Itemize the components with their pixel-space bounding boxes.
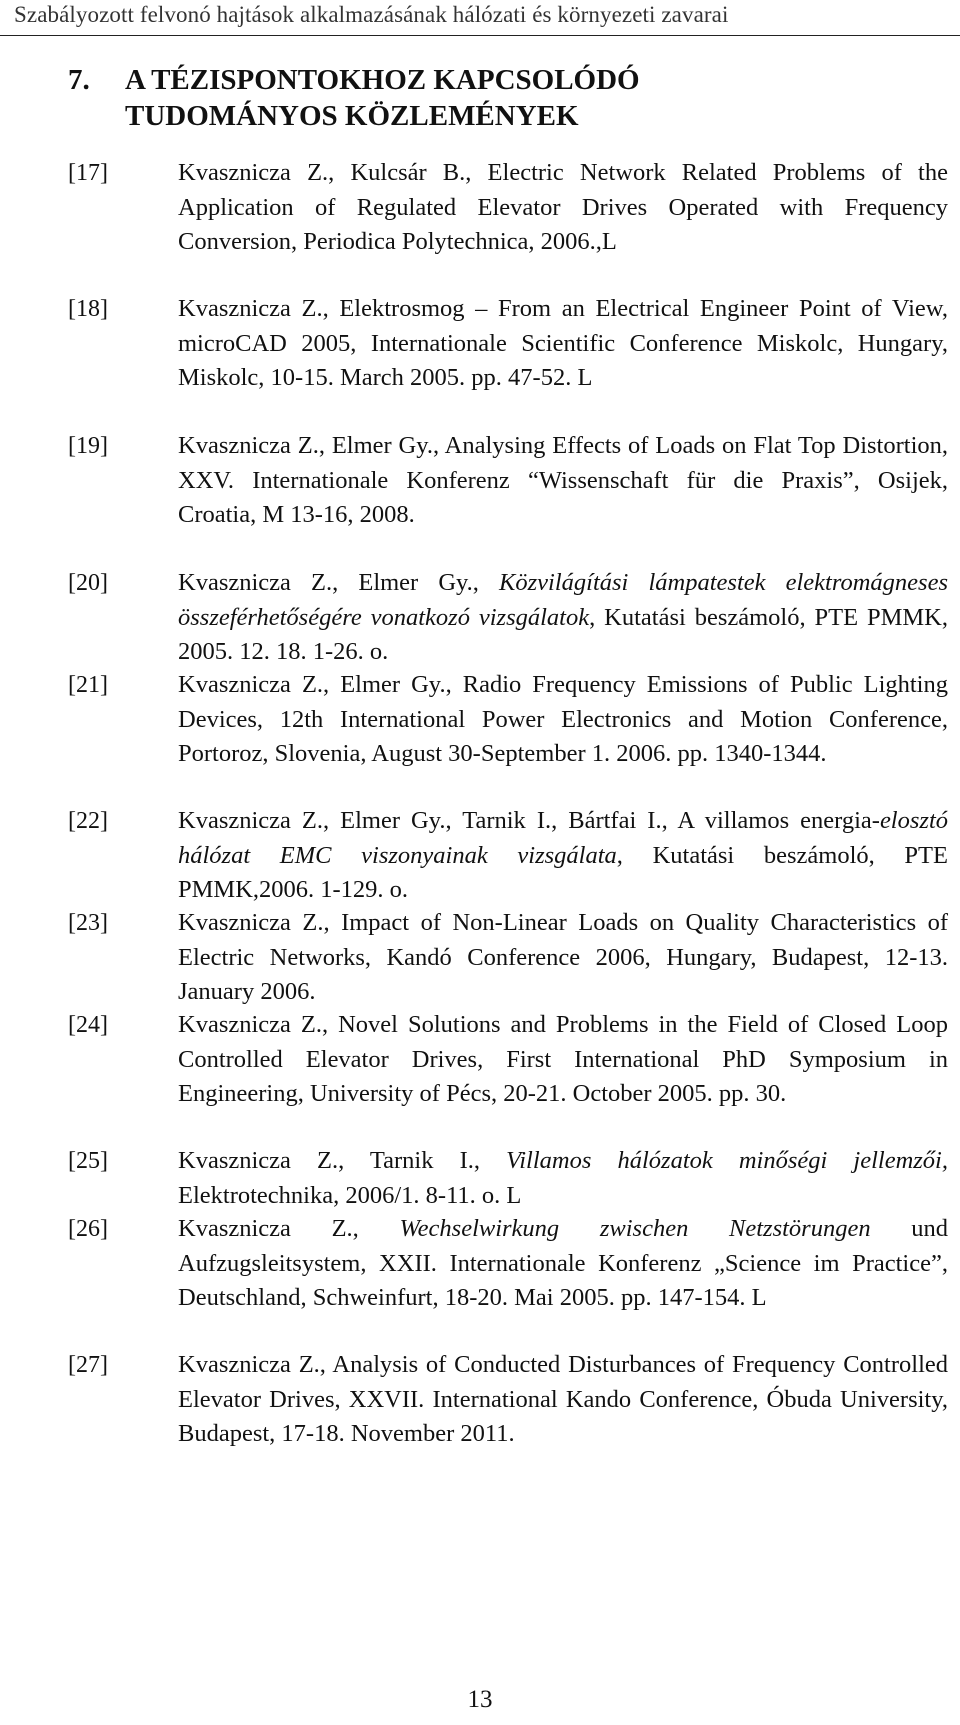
section-title-line-2: TUDOMÁNYOS KÖZLEMÉNYEK bbox=[125, 100, 579, 132]
reference-text bbox=[178, 804, 948, 908]
reference-text-segment: Kvasznicza Z., Novel Solutions and Problems in the Field of Closed Loop Controlled Elevator Drives, First International PhD Symposium in Engineering, University of Pécs, 20-21. October 2005. pp. 30. bbox=[178, 1011, 948, 1107]
reference-text-segment: Elektrotechnika, 2006/1. 8-11. o. L bbox=[178, 1181, 522, 1209]
reference-number: [20] bbox=[68, 570, 108, 596]
reference-number: [18] bbox=[68, 296, 108, 322]
reference-number: [24] bbox=[68, 1012, 108, 1038]
reference-text-segment-italic: elosztó hálózat EMC viszonyainak vizsgálata bbox=[178, 807, 948, 869]
reference-text-segment: , Kutatási beszámoló, PTE PMMK,2006. 1-129. o. bbox=[178, 841, 948, 903]
section-number: 7. bbox=[68, 64, 90, 96]
reference-text-segment-italic: Közvilágítási lámpatestek elektromágneses összeférhetőségére vonatkozó vizsgálatok bbox=[178, 569, 948, 631]
reference-text bbox=[178, 1348, 948, 1452]
reference-text-segment: , Kutatási beszámoló, PTE PMMK, 2005. 12. 18. 1-26. o. bbox=[178, 603, 948, 665]
running-title: Szabályozott felvonó hajtások alkalmazásának hálózati és környezeti zavarai bbox=[14, 2, 729, 27]
reference-number: [23] bbox=[68, 910, 108, 936]
reference-text bbox=[178, 1144, 948, 1213]
reference-text-segment: Kvasznicza Z., Elmer Gy., bbox=[178, 569, 500, 596]
reference-number: [19] bbox=[68, 433, 108, 459]
reference-text-segment: und Aufzugsleitsystem, XXII. Internationale Konferenz „Science im Practice”, Deutschland, Schweinfurt, 18-20. Mai 2005. pp. 147-154. L bbox=[178, 1215, 949, 1311]
reference-number: [27] bbox=[68, 1352, 108, 1378]
reference-text-segment: Kvasznicza Z., Analysis of Conducted Disturbances of Frequency Controlled Elevator Drives, XXVII. International Kando Conference, Óbuda University, Budapest, 17-18. November 2011. bbox=[178, 1351, 948, 1447]
reference-text bbox=[178, 566, 948, 670]
reference-text-segment: Kvasznicza Z., Tarnik I., bbox=[178, 1147, 507, 1174]
reference-number: [17] bbox=[68, 160, 108, 186]
reference-text bbox=[178, 429, 948, 533]
reference-text-segment: Kvasznicza Z., Elmer Gy., Tarnik I., Bártfai I., A villamos energia- bbox=[178, 807, 880, 834]
reference-text-segment: Kvasznicza Z., bbox=[178, 1215, 400, 1242]
reference-number: [26] bbox=[68, 1216, 108, 1242]
reference-text-segment-italic: Wechselwirkung zwischen Netzstörungen bbox=[399, 1215, 871, 1242]
reference-number: [22] bbox=[68, 808, 108, 834]
reference-text-segment: Kvasznicza Z., Kulcsár B., Electric Network Related Problems of the Application of Regulated Elevator Drives Operated with Frequency Conversion, Periodica Polytechnica, 2006.,L bbox=[178, 159, 948, 255]
reference-text bbox=[178, 156, 948, 260]
reference-number: [25] bbox=[68, 1148, 108, 1174]
reference-text-segment: Kvasznicza Z., Elmer Gy., Radio Frequency Emissions of Public Lighting Devices, 12th International Power Electronics and Motion Conference, Portoroz, Slovenia, August 30-September 1. 2006. pp. 1340-1344. bbox=[178, 671, 948, 767]
reference-text bbox=[178, 668, 948, 772]
running-header bbox=[0, 0, 960, 36]
reference-text bbox=[178, 1008, 948, 1112]
reference-text bbox=[178, 292, 948, 396]
reference-text bbox=[178, 1212, 948, 1316]
reference-text-segment: Kvasznicza Z., Impact of Non-Linear Loads on Quality Characteristics of Electric Networks, Kandó Conference 2006, Hungary, Budapest, 12-13. January 2006. bbox=[178, 909, 948, 1005]
reference-text-segment: Kvasznicza Z., Elmer Gy., Analysing Effects of Loads on Flat Top Distortion, XXV. Internationale Konferenz “Wissenschaft für die Praxis”, Osijek, Croatia, M 13-16, 2008. bbox=[178, 432, 948, 528]
section-title-line-1: A TÉZISPONTOKHOZ KAPCSOLÓDÓ bbox=[125, 64, 640, 96]
page-number: 13 bbox=[467, 1686, 493, 1713]
reference-text-segment-italic: Villamos hálózatok minőségi jellemzői, bbox=[506, 1147, 948, 1174]
reference-text bbox=[178, 906, 948, 1010]
reference-number: [21] bbox=[68, 672, 108, 698]
reference-text-segment: Kvasznicza Z., Elektrosmog – From an Electrical Engineer Point of View, microCAD 2005, Internationale Scientific Conference Miskolc, Hungary, Miskolc, 10-15. March 2005. pp. 47-52. L bbox=[178, 295, 948, 391]
